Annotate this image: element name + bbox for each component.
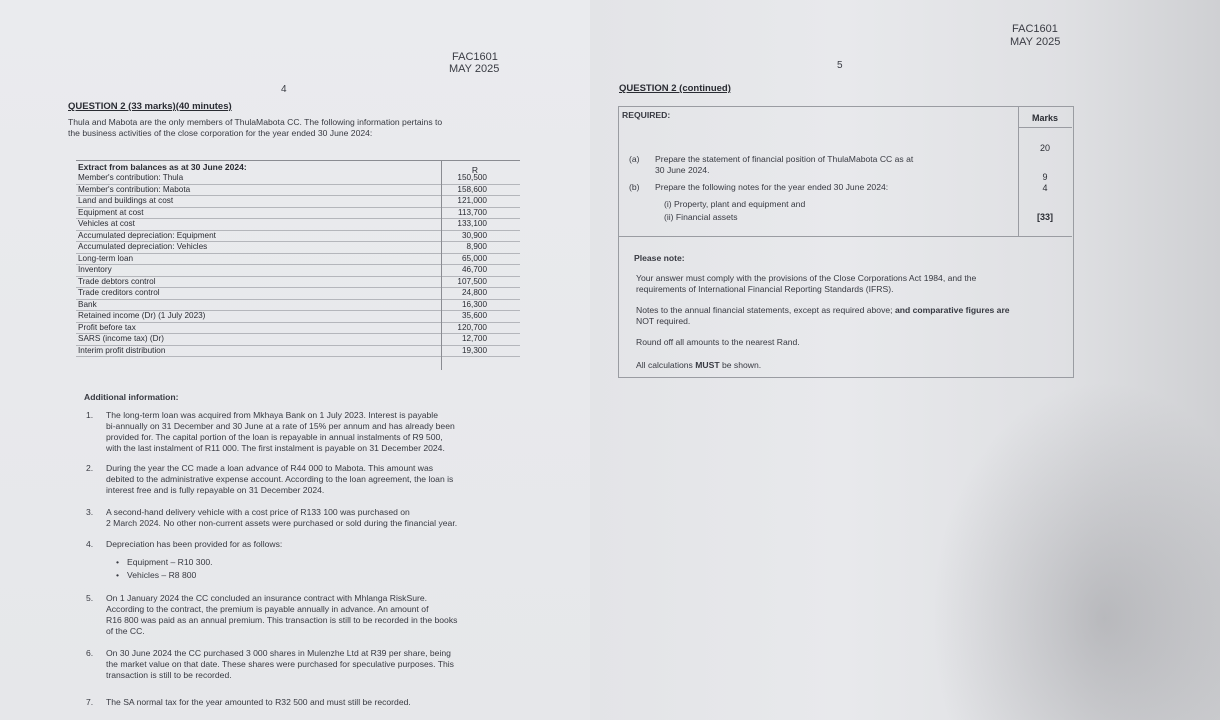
currency-label: R — [471, 165, 478, 175]
balance-label: Interim profit distribution — [78, 345, 166, 355]
table-title: Extract from balances as at 30 June 2024: — [78, 162, 247, 172]
balances-table-header — [76, 161, 520, 173]
left-page-number: 4 — [281, 84, 287, 95]
item-6-number: 6. — [86, 648, 94, 658]
balance-amount: 133,100 — [457, 219, 487, 228]
item-1-line: bi-annually on 31 December and 30 June at a rate of 15% per annum and has already been — [106, 421, 455, 431]
balance-label: Equipment at cost — [78, 207, 144, 217]
item-3-line: 2 March 2024. No other non-current assets were purchased or sold during the financial year. — [106, 518, 458, 528]
question-continued-title: QUESTION 2 (continued) — [619, 83, 731, 94]
balances-rows — [76, 173, 520, 357]
balance-label: Trade debtors control — [78, 276, 156, 286]
balance-row — [76, 254, 520, 266]
left-header-code: FAC1601 — [452, 51, 498, 63]
note-2-text: Notes to the annual financial statements, except as required above; — [636, 305, 895, 315]
balance-amount: 8,900 — [466, 242, 487, 251]
note-4 — [636, 360, 761, 371]
balance-label: Inventory — [78, 265, 112, 274]
balance-label: Member's contribution: Thula — [78, 173, 184, 182]
balance-amount: 107,500 — [457, 276, 487, 286]
note-2-line-2: NOT required. — [636, 316, 691, 326]
balance-amount: 16,300 — [461, 299, 487, 309]
balance-row — [76, 277, 520, 289]
note-1-line-1: Your answer must comply with the provisions of the Close Corporations Act 1984, and the — [636, 273, 977, 283]
note-2-line-1 — [636, 305, 1010, 316]
left-header-date: MAY 2025 — [449, 63, 500, 75]
shadow-overlay — [930, 380, 1220, 720]
note-4-text-end: be shown. — [719, 360, 762, 370]
required-section-rule — [618, 236, 1072, 237]
balance-row — [76, 300, 520, 312]
item-1-line: with the last instalment of R11 000. The first instalment is payable on 31 December 2024. — [106, 443, 445, 453]
balance-amount: 113,700 — [458, 207, 487, 217]
total-marks: [33] — [1036, 212, 1053, 222]
balance-label: Profit before tax — [78, 322, 136, 332]
balance-amount: 24,800 — [461, 288, 487, 297]
balance-amount: 121,000 — [457, 196, 487, 205]
question-title: QUESTION 2 (33 marks)(40 minutes) — [68, 101, 232, 112]
balance-label: Member's contribution: Mabota — [78, 184, 191, 194]
item-2-line: interest free and is fully repayable on 31 December 2024. — [106, 485, 325, 495]
item-5-line: According to the contract, the premium is payable annually in advance. An amount of — [106, 604, 429, 614]
balance-amount: 19,300 — [461, 345, 487, 355]
item-5-line: R16 800 was paid as an annual premium. This transaction is still to be recorded in the books — [106, 615, 458, 625]
item-4-number: 4. — [86, 539, 94, 549]
intro-line-1: Thula and Mabota are the only members of ThulaMabota CC. The following information pertains to — [68, 117, 443, 127]
balance-row — [76, 346, 520, 358]
balance-row — [76, 219, 520, 231]
item-2-line: During the year the CC made a loan advance of R44 000 to Mabota. This amount was — [106, 463, 434, 473]
item-5-number: 5. — [86, 593, 94, 603]
depreciation-vehicles: • Vehicles – R8 800 — [116, 570, 213, 581]
right-header-code: FAC1601 — [1012, 23, 1058, 35]
balance-amount: 46,700 — [461, 265, 487, 274]
marks-column-divider — [1018, 106, 1019, 236]
req-a-letter: (a) — [629, 154, 640, 164]
balance-row — [76, 208, 520, 220]
item-1-line: provided for. The capital portion of the loan is repayable in annual instalments of R9 500, — [106, 432, 443, 442]
balances-table — [76, 160, 520, 357]
balance-label: Accumulated depreciation: Vehicles — [78, 242, 208, 251]
balance-label: Long-term loan — [78, 253, 134, 263]
note-4-emphasis: MUST — [695, 360, 720, 370]
balance-amount: 35,600 — [461, 311, 487, 320]
balance-amount: 158,600 — [457, 184, 487, 194]
additional-info-title: Additional information: — [84, 392, 179, 402]
req-b-ii-marks: 4 — [1042, 183, 1048, 193]
item-7-line: The SA normal tax for the year amounted to R32 500 and must still be recorded. — [106, 697, 411, 707]
item-3-line: A second-hand delivery vehicle with a cost price of R133 100 was purchased on — [106, 507, 410, 517]
marks-header-rule — [1018, 127, 1072, 128]
balance-amount: 120,700 — [457, 322, 487, 332]
marks-header: Marks — [1031, 113, 1058, 123]
balance-label: SARS (income tax) (Dr) — [78, 334, 164, 343]
balance-label: Trade creditors control — [78, 288, 160, 297]
note-4-text: All calculations — [636, 360, 696, 370]
req-b-letter: (b) — [629, 182, 640, 192]
balance-row — [76, 334, 520, 346]
item-6-line: the market value on that date. These shares were purchased for speculative purposes. This — [106, 659, 454, 669]
balance-label: Retained income (Dr) (1 July 2023) — [78, 311, 206, 320]
item-2-number: 2. — [86, 463, 94, 473]
item-1-line: The long-term loan was acquired from Mkhaya Bank on 1 July 2023. Interest is payable — [106, 410, 438, 420]
balance-row — [76, 311, 520, 323]
note-1-line-2: requirements of International Financial Reporting Standards (IFRS). — [636, 284, 894, 294]
item-2-line: debited to the administrative expense account. According to the loan agreement, the loan is — [106, 474, 454, 484]
req-a-line-2: 30 June 2024. — [655, 165, 710, 175]
item-5-line: On 1 January 2024 the CC concluded an insurance contract with Mhlanga RiskSure. — [106, 593, 428, 603]
balance-row — [76, 231, 520, 243]
req-b-i-marks: 9 — [1042, 172, 1048, 182]
balance-row — [76, 185, 520, 197]
balance-amount: 65,000 — [461, 253, 487, 263]
balance-label: Bank — [78, 299, 97, 309]
req-b-ii: (ii) Financial assets — [664, 212, 738, 222]
balance-row — [76, 173, 520, 185]
req-b-text: Prepare the following notes for the year ended 30 June 2024: — [655, 182, 889, 192]
balance-row — [76, 242, 520, 254]
please-note-label: Please note: — [634, 253, 685, 263]
balance-row — [76, 196, 520, 208]
item-6-line: transaction is still to be recorded. — [106, 670, 232, 680]
note-3: Round off all amounts to the nearest Rand. — [636, 337, 800, 347]
item-7-number: 7. — [86, 697, 94, 707]
item-1-number: 1. — [86, 410, 94, 420]
required-label: REQUIRED: — [622, 110, 671, 120]
balance-row — [76, 288, 520, 300]
table-divider — [441, 160, 442, 370]
right-header-date: MAY 2025 — [1010, 36, 1061, 48]
balance-amount: 12,700 — [461, 334, 487, 343]
balance-label: Land and buildings at cost — [78, 196, 174, 205]
item-3-number: 3. — [86, 507, 94, 517]
req-b-i: (i) Property, plant and equipment and — [664, 199, 806, 209]
balance-row — [76, 265, 520, 277]
right-page-number: 5 — [837, 60, 843, 71]
depreciation-list — [116, 557, 213, 581]
balance-amount: 150,500 — [457, 173, 487, 182]
balance-amount: 30,900 — [461, 230, 487, 240]
req-a-line-1: Prepare the statement of financial position of ThulaMabota CC as at — [655, 154, 914, 164]
note-2-emphasis: and comparative figures are — [894, 305, 1010, 315]
item-6-line: On 30 June 2024 the CC purchased 3 000 shares in Mulenzhe Ltd at R39 per share, being — [106, 648, 451, 658]
balance-label: Accumulated depreciation: Equipment — [78, 230, 216, 240]
intro-line-2: the business activities of the close corporation for the year ended 30 June 2024: — [68, 128, 373, 138]
req-a-marks: 20 — [1039, 143, 1050, 153]
depreciation-equipment: • Equipment – R10 300. — [116, 557, 213, 568]
item-4-line: Depreciation has been provided for as follows: — [106, 539, 283, 549]
balance-label: Vehicles at cost — [78, 219, 135, 228]
balance-row — [76, 323, 520, 335]
item-5-line: of the CC. — [106, 626, 145, 636]
